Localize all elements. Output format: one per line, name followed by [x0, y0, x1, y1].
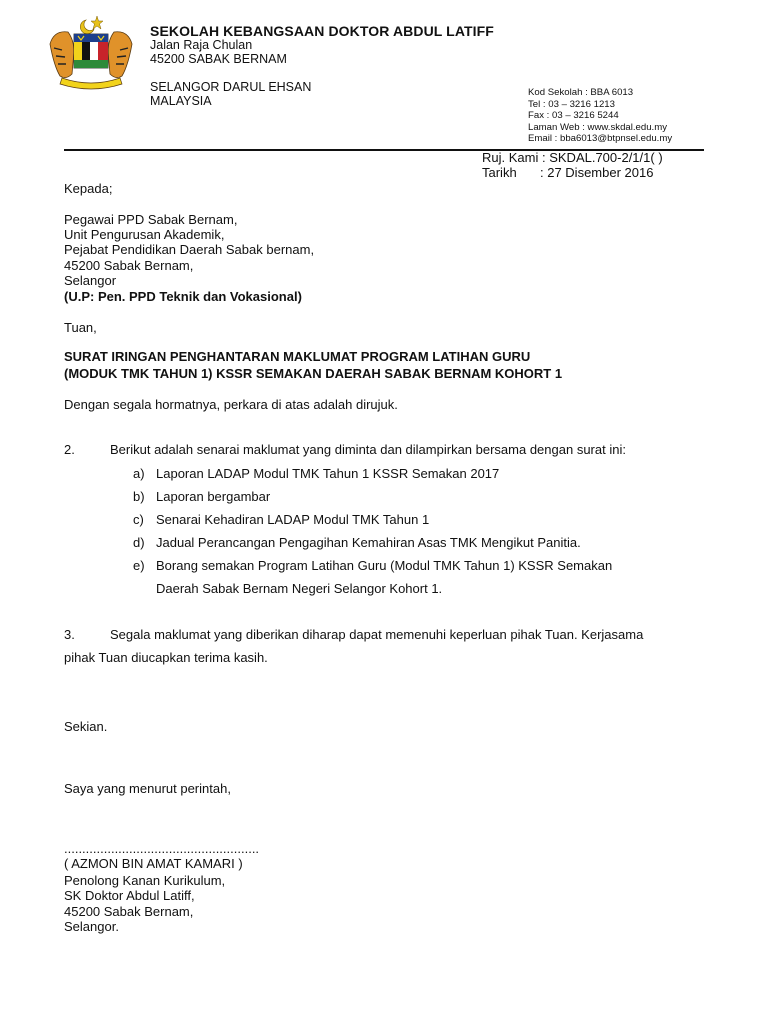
paragraph-2-number: 2.: [64, 442, 75, 457]
recipient-line-5: Selangor: [64, 273, 117, 288]
email: Email : bba6013@btpnsel.edu.my: [528, 133, 673, 145]
signatory-title: Penolong Kanan Kurikulum,: [64, 873, 226, 888]
recipient-line-4: 45200 Sabak Bernam,: [64, 258, 194, 273]
list-item-label: a): [133, 466, 145, 481]
recipient-line-2: Unit Pengurusan Akademik,: [64, 227, 225, 242]
recipient-line-1: Pegawai PPD Sabak Bernam,: [64, 212, 238, 227]
list-item-label: b): [133, 489, 145, 504]
paragraph-3-number: 3.: [64, 627, 75, 642]
list-item-text: Laporan bergambar: [156, 489, 271, 504]
address-line-2: 45200 SABAK BERNAM: [150, 52, 287, 66]
list-item-text: Jadual Perancangan Pengagihan Kemahiran Asas TMK Mengikut Panitia.: [156, 535, 581, 550]
list-item-label: d): [133, 535, 145, 550]
subject-line-2: (MODUK TMK TAHUN 1) KSSR SEMAKAN DAERAH SABAK BERNAM KOHORT 1: [64, 366, 563, 381]
greeting: Kepada;: [64, 181, 113, 196]
signatory-school: SK Doktor Abdul Latiff,: [64, 888, 195, 903]
list-item-text: Senarai Kehadiran LADAP Modul TMK Tahun 1: [156, 512, 430, 527]
list-item-text: Laporan LADAP Modul TMK Tahun 1 KSSR Semakan 2017: [156, 466, 500, 481]
website: Laman Web : www.skdal.edu.my: [528, 121, 667, 133]
fax: Fax : 03 – 3216 5244: [528, 110, 619, 122]
signatory-state: Selangor.: [64, 919, 119, 934]
salutation: Tuan,: [64, 320, 97, 335]
list-item-label: e): [133, 558, 145, 573]
signature-line: ......................................................: [64, 841, 260, 856]
tarikh-label: Tarikh: [482, 165, 517, 180]
contact-info: [528, 87, 672, 145]
list-item-text-continued: Daerah Sabak Bernam Negeri Selangor Kohort 1.: [156, 581, 443, 596]
subject-line-1: SURAT IRINGAN PENGHANTARAN MAKLUMAT PROGRAM LATIHAN GURU: [64, 349, 531, 364]
ruj-value: : SKDAL.700-2/1/1( ): [541, 150, 663, 165]
school-name: SEKOLAH KEBANGSAAN DOKTOR ABDUL LATIFF: [150, 23, 494, 39]
signatory-name: ( AZMON BIN AMAT KAMARI ): [64, 856, 243, 871]
tarikh-value: : 27 Disember 2016: [540, 165, 654, 180]
paragraph-3-line-1: Segala maklumat yang diberikan diharap dapat memenuhi keperluan pihak Tuan. Kerjasama: [110, 627, 644, 642]
recipient-line-3: Pejabat Pendidikan Daerah Sabak bernam,: [64, 242, 315, 257]
school-crest-logo: [42, 14, 140, 94]
paragraph-1: Dengan segala hormatnya, perkara di atas adalah dirujuk.: [64, 397, 398, 412]
closing: Sekian.: [64, 719, 108, 734]
telephone: Tel : 03 – 3216 1213: [528, 98, 615, 110]
school-code: Kod Sekolah : BBA 6013: [528, 87, 634, 98]
closing-statement: Saya yang menurut perintah,: [64, 781, 231, 796]
paragraph-3-line-2: pihak Tuan diucapkan terima kasih.: [64, 650, 268, 665]
address-line-3: SELANGOR DARUL EHSAN: [150, 80, 312, 94]
ruj-label: Ruj. Kami: [482, 150, 539, 165]
recipient-attention: (U.P: Pen. PPD Teknik dan Vokasional): [64, 289, 302, 304]
list-item-label: c): [133, 512, 144, 527]
signatory-postcode: 45200 Sabak Bernam,: [64, 904, 194, 919]
address-line-4: MALAYSIA: [150, 94, 212, 108]
address-line-1: Jalan Raja Chulan: [150, 38, 253, 52]
paragraph-2-text: Berikut adalah senarai maklumat yang diminta dan dilampirkan bersama dengan surat ini:: [110, 442, 626, 457]
list-item-text: Borang semakan Program Latihan Guru (Modul TMK Tahun 1) KSSR Semakan: [156, 558, 613, 573]
reference-block: [482, 150, 663, 180]
